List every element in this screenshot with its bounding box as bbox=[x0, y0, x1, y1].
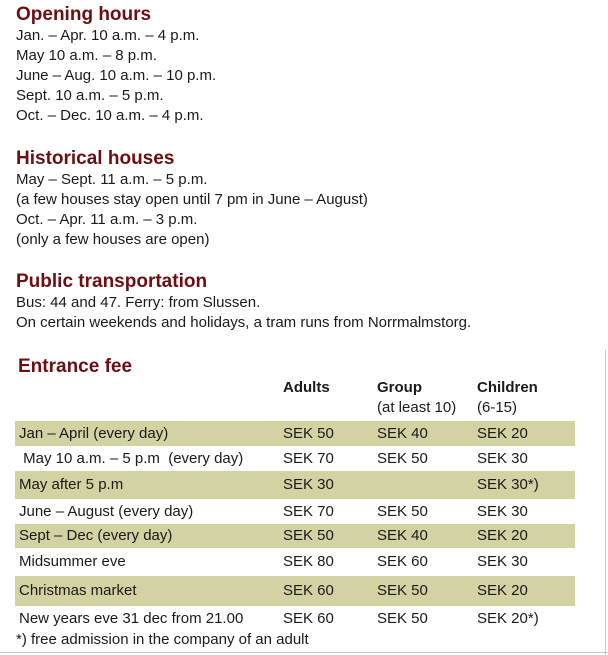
fee-row bbox=[15, 548, 575, 576]
fee-children: SEK 20 bbox=[477, 424, 528, 442]
opening-hours-title: Opening hours bbox=[16, 4, 152, 25]
table-border-bottom bbox=[0, 652, 608, 653]
group-header-sublabel: (at least 10) bbox=[377, 399, 457, 416]
public-transportation-line: Bus: 44 and 47. Ferry: from Slussen. bbox=[16, 294, 261, 311]
fee-children: SEK 30 bbox=[477, 449, 528, 467]
fee-group: SEK 50 bbox=[377, 610, 428, 627]
fee-group: SEK 50 bbox=[377, 449, 428, 467]
public-transportation-title: Public transportation bbox=[16, 271, 208, 292]
fee-adults: SEK 50 bbox=[283, 424, 334, 442]
fee-row bbox=[15, 524, 575, 548]
children-header-sublabel: (6-15) bbox=[477, 399, 518, 416]
group-column-header bbox=[377, 378, 456, 418]
fee-children: SEK 20 bbox=[477, 582, 528, 599]
fee-period: May 10 a.m. – 5 p.m (every day) bbox=[19, 449, 244, 467]
fee-period: Jan – April (every day) bbox=[19, 424, 169, 442]
adults-column-header bbox=[283, 378, 330, 398]
historical-houses-title: Historical houses bbox=[16, 148, 175, 169]
opening-hours-line: Sept. 10 a.m. – 5 p.m. bbox=[16, 87, 164, 104]
fee-adults: SEK 70 bbox=[283, 449, 334, 467]
fee-footnote: *) free admission in the company of an adult bbox=[16, 631, 309, 648]
group-header-label: Group bbox=[377, 379, 422, 396]
fee-children: SEK 30 bbox=[477, 502, 528, 520]
fee-period: Sept – Dec (every day) bbox=[19, 527, 173, 544]
fee-row bbox=[15, 471, 575, 499]
historical-houses-line: (a few houses stay open until 7 pm in June – August) bbox=[16, 191, 368, 208]
table-border-right bbox=[605, 350, 606, 655]
opening-hours-line: Oct. – Dec. 10 a.m. – 4 p.m. bbox=[16, 107, 204, 124]
fee-row bbox=[15, 446, 575, 471]
fee-group: SEK 60 bbox=[377, 553, 428, 570]
fee-children: SEK 30*) bbox=[477, 476, 539, 493]
fee-children: SEK 20 bbox=[477, 527, 528, 544]
fee-group: SEK 40 bbox=[377, 527, 428, 544]
fee-adults: SEK 80 bbox=[283, 553, 334, 570]
fee-adults: SEK 50 bbox=[283, 527, 334, 544]
fee-period: Christmas market bbox=[19, 582, 137, 599]
fee-children: SEK 20*) bbox=[477, 610, 539, 627]
historical-houses-line: Oct. – Apr. 11 a.m. – 3 p.m. bbox=[16, 211, 198, 228]
children-column-header bbox=[477, 378, 538, 418]
opening-hours-line: June – Aug. 10 a.m. – 10 p.m. bbox=[16, 67, 217, 84]
opening-hours-line: Jan. – Apr. 10 a.m. – 4 p.m. bbox=[16, 27, 200, 44]
opening-hours-line: May 10 a.m. – 8 p.m. bbox=[16, 47, 157, 64]
children-header-label: Children bbox=[477, 379, 538, 396]
fee-group: SEK 50 bbox=[377, 502, 428, 520]
entrance-fee-title: Entrance fee bbox=[18, 356, 133, 377]
fee-row bbox=[15, 421, 575, 446]
historical-houses-line: May – Sept. 11 a.m. – 5 p.m. bbox=[16, 171, 208, 188]
historical-houses-line: (only a few houses are open) bbox=[16, 231, 210, 248]
fee-row bbox=[15, 607, 575, 631]
adults-header-label: Adults bbox=[283, 379, 330, 396]
fee-row bbox=[15, 499, 575, 524]
fee-row bbox=[15, 576, 575, 606]
fee-group: SEK 50 bbox=[377, 582, 428, 599]
fee-adults: SEK 70 bbox=[283, 502, 334, 520]
fee-adults: SEK 30 bbox=[283, 476, 334, 493]
fee-adults: SEK 60 bbox=[283, 582, 334, 599]
public-transportation-line: On certain weekends and holidays, a tram runs from Norrmalmstorg. bbox=[16, 314, 472, 331]
fee-period: New years eve 31 dec from 21.00 bbox=[19, 610, 244, 627]
fee-adults: SEK 60 bbox=[283, 610, 334, 627]
fee-group: SEK 40 bbox=[377, 424, 428, 442]
fee-children: SEK 30 bbox=[477, 553, 528, 570]
fee-period: May after 5 p.m bbox=[19, 476, 124, 493]
fee-period: June – August (every day) bbox=[19, 502, 194, 520]
fee-period: Midsummer eve bbox=[19, 553, 126, 570]
